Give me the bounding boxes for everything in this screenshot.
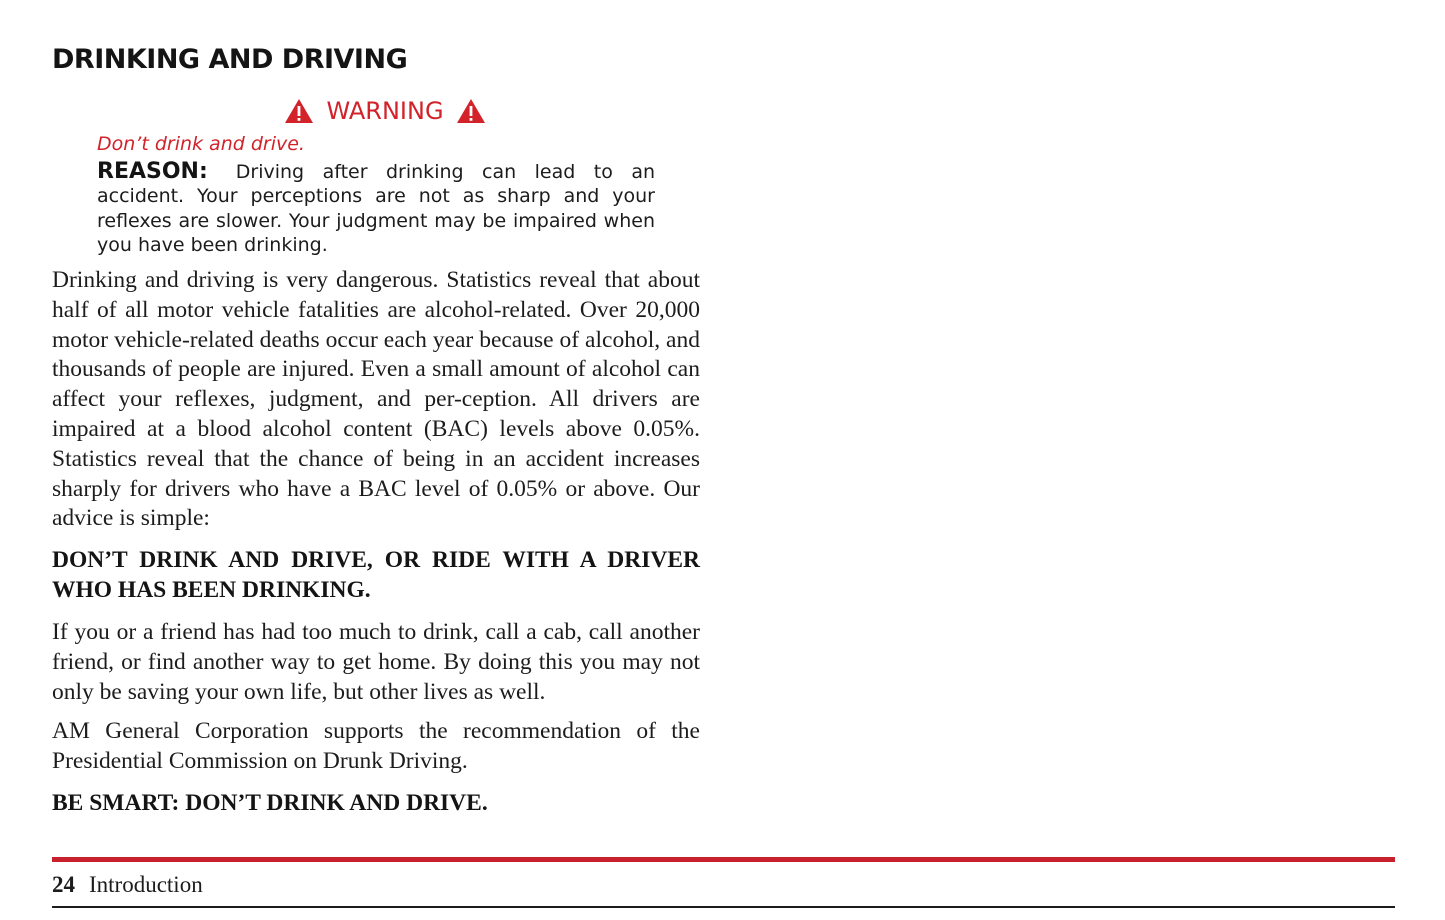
body-paragraph: AM General Corporation supports the recommendation of the Presidential Commission on Drunk Driving. xyxy=(52,718,700,774)
footer-divider-black xyxy=(52,906,1395,908)
page-number: 24 xyxy=(52,872,75,897)
warning-label: WARNING xyxy=(326,97,444,125)
warning-instruction: Don’t drink and drive. xyxy=(97,133,305,155)
closing-statement: BE SMART: DON’T DRINK AND DRIVE. xyxy=(52,790,488,816)
warning-triangle-icon xyxy=(284,98,314,124)
footer-divider-red xyxy=(52,857,1395,862)
warning-heading xyxy=(270,97,500,125)
emphasis-statement: DON’T DRINK AND DRIVE, OR RIDE WITH A DRIVER WHO HAS BEEN DRINKING. xyxy=(52,547,700,603)
warning-triangle-icon xyxy=(456,98,486,124)
reason-label: REASON: xyxy=(97,158,208,184)
warning-reason xyxy=(97,160,655,258)
page-footer xyxy=(52,872,203,898)
reason-text: Driving after drinking can lead to an accident. Your perceptions are not as sharp and your reflexes are slower. Your judgment may be impaired when you have been drinking. xyxy=(97,160,655,256)
warning-box xyxy=(97,132,655,258)
page-title: DRINKING AND DRIVING xyxy=(52,44,408,75)
body-paragraph: If you or a friend has had too much to drink, call a cab, call another friend, or find another way to get home. By doing this you may not only be saving your own life, but other lives as well. xyxy=(52,619,700,705)
body-paragraph: Drinking and driving is very dangerous. Statistics reveal that about half of all motor vehicle fatalities are alcohol-related. Over 20,000 motor vehicle-related deaths occur each year because of alcohol, and thousands of people are injured. Even a small amount of alcohol can affect your reflexes, judgment, and per-ception. All drivers are impaired at a blood alcohol content (BAC) levels above 0.05%. Statistics reveal that the chance of being in an accident increases sharply for drivers who have a BAC level of 0.05% or above. Our advice is simple: xyxy=(52,267,700,532)
section-name: Introduction xyxy=(89,872,203,897)
